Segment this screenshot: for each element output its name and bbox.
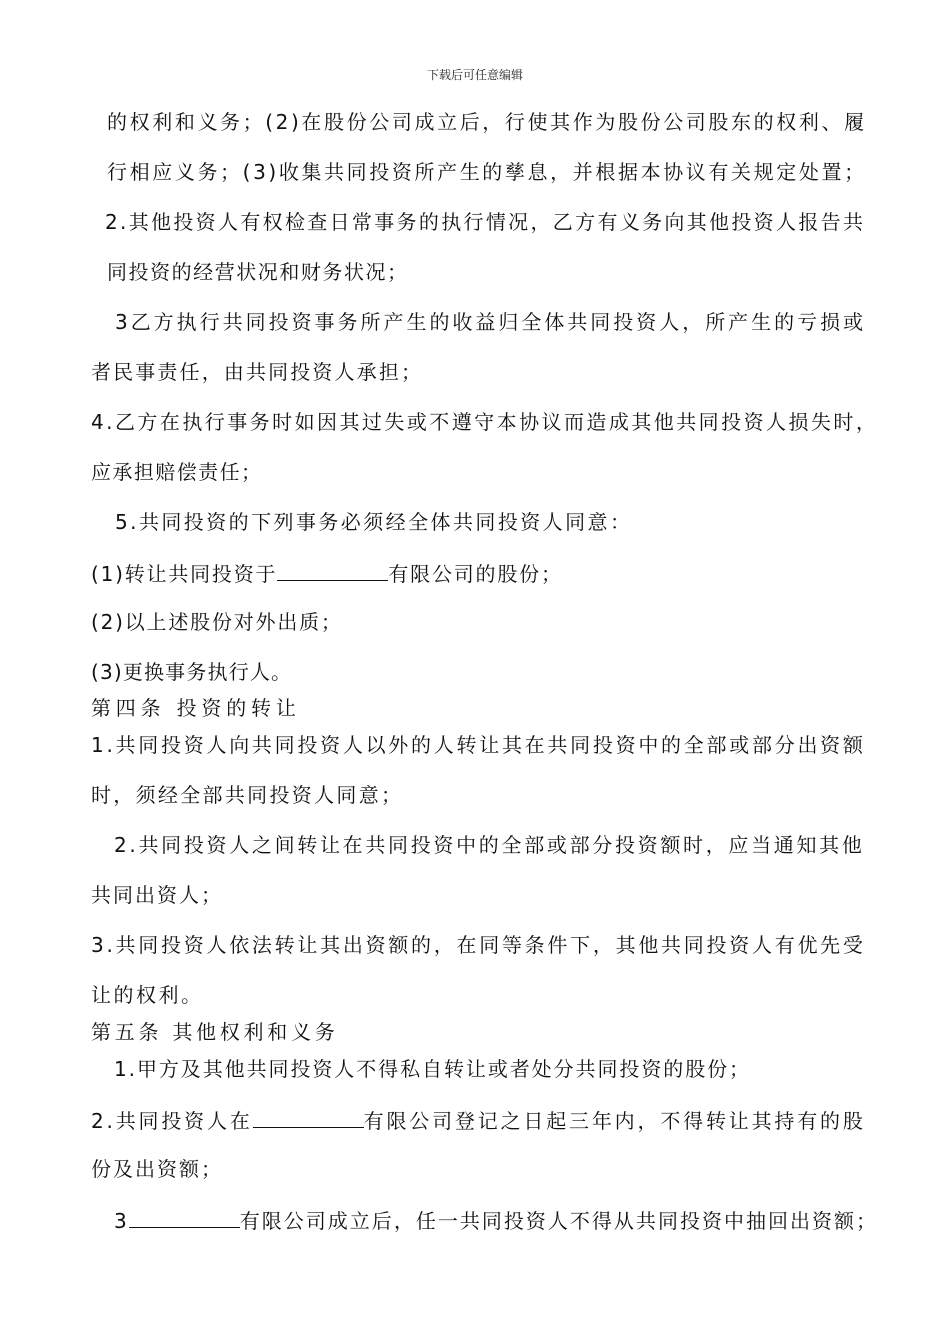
paragraph-line: 的权利和义务；(2)在股份公司成立后，行使其作为股份公司股东的权利、履 xyxy=(107,110,867,134)
paragraph-line: 5.共同投资的下列事务必须经全体共同投资人同意： xyxy=(115,510,633,534)
line-text-after-blank: 有限公司的股份； xyxy=(388,562,563,586)
fill-in-blank[interactable] xyxy=(253,1107,364,1128)
line-text-before-blank: 3 xyxy=(114,1209,129,1233)
paragraph-line: 同投资的经营状况和财务状况； xyxy=(107,260,409,284)
paragraph-line xyxy=(91,560,563,586)
fill-in-blank[interactable] xyxy=(129,1207,240,1228)
line-text-after-blank: 有限公司登记之日起三年内，不得转让其持有的股 xyxy=(363,1109,866,1133)
line-text-before-blank: 2.共同投资人在 xyxy=(91,1109,253,1133)
paragraph-line: 共同出资人； xyxy=(91,883,223,907)
paragraph-line: 1.共同投资人向共同投资人以外的人转让其在共同投资中的全部或部分出资额 xyxy=(91,733,866,757)
header-note: 下载后可任意编辑 xyxy=(426,68,523,82)
paragraph-line xyxy=(114,1207,878,1233)
paragraph-line: 2.共同投资人之间转让在共同投资中的全部或部分投资额时，应当通知其他 xyxy=(114,833,865,857)
paragraph-line: 2.其他投资人有权检查日常事务的执行情况，乙方有义务向其他投资人报告共 xyxy=(105,210,866,234)
fill-in-blank[interactable] xyxy=(277,560,388,581)
paragraph-line: 4.乙方在执行事务时如因其过失或不遵守本协议而造成其他共同投资人损失时， xyxy=(91,410,879,434)
paragraph-line: 3.共同投资人依法转让其出资额的，在同等条件下，其他共同投资人有优先受 xyxy=(91,933,866,957)
paragraph-line xyxy=(91,1107,866,1133)
paragraph-line: 行相应义务；(3)收集共同投资所产生的孳息，并根据本协议有关规定处置； xyxy=(107,160,867,184)
paragraph-line: 者民事责任，由共同投资人承担； xyxy=(91,360,424,384)
line-text-before-blank: (1)转让共同投资于 xyxy=(91,562,278,586)
line-text-after-blank: 有限公司成立后，任一共同投资人不得从共同投资中抽回出资额； xyxy=(239,1209,879,1233)
section-heading: 第四条 投资的转让 xyxy=(91,696,301,720)
paragraph-line: 应承担赔偿责任； xyxy=(91,460,263,484)
paragraph-line: 让的权利。 xyxy=(91,983,204,1007)
section-heading: 第五条 其他权利和义务 xyxy=(91,1020,339,1044)
paragraph-line: 时，须经全部共同投资人同意； xyxy=(91,783,404,807)
paragraph-line: (3)更换事务执行人。 xyxy=(91,660,293,684)
paragraph-line: 份及出资额； xyxy=(91,1157,223,1181)
paragraph-line: (2)以上述股份对外出质； xyxy=(91,610,343,634)
paragraph-line: 1.甲方及其他共同投资人不得私自转让或者处分共同投资的股份； xyxy=(114,1057,751,1081)
paragraph-line: 3乙方执行共同投资事务所产生的收益归全体共同投资人，所产生的亏损或 xyxy=(115,310,867,334)
